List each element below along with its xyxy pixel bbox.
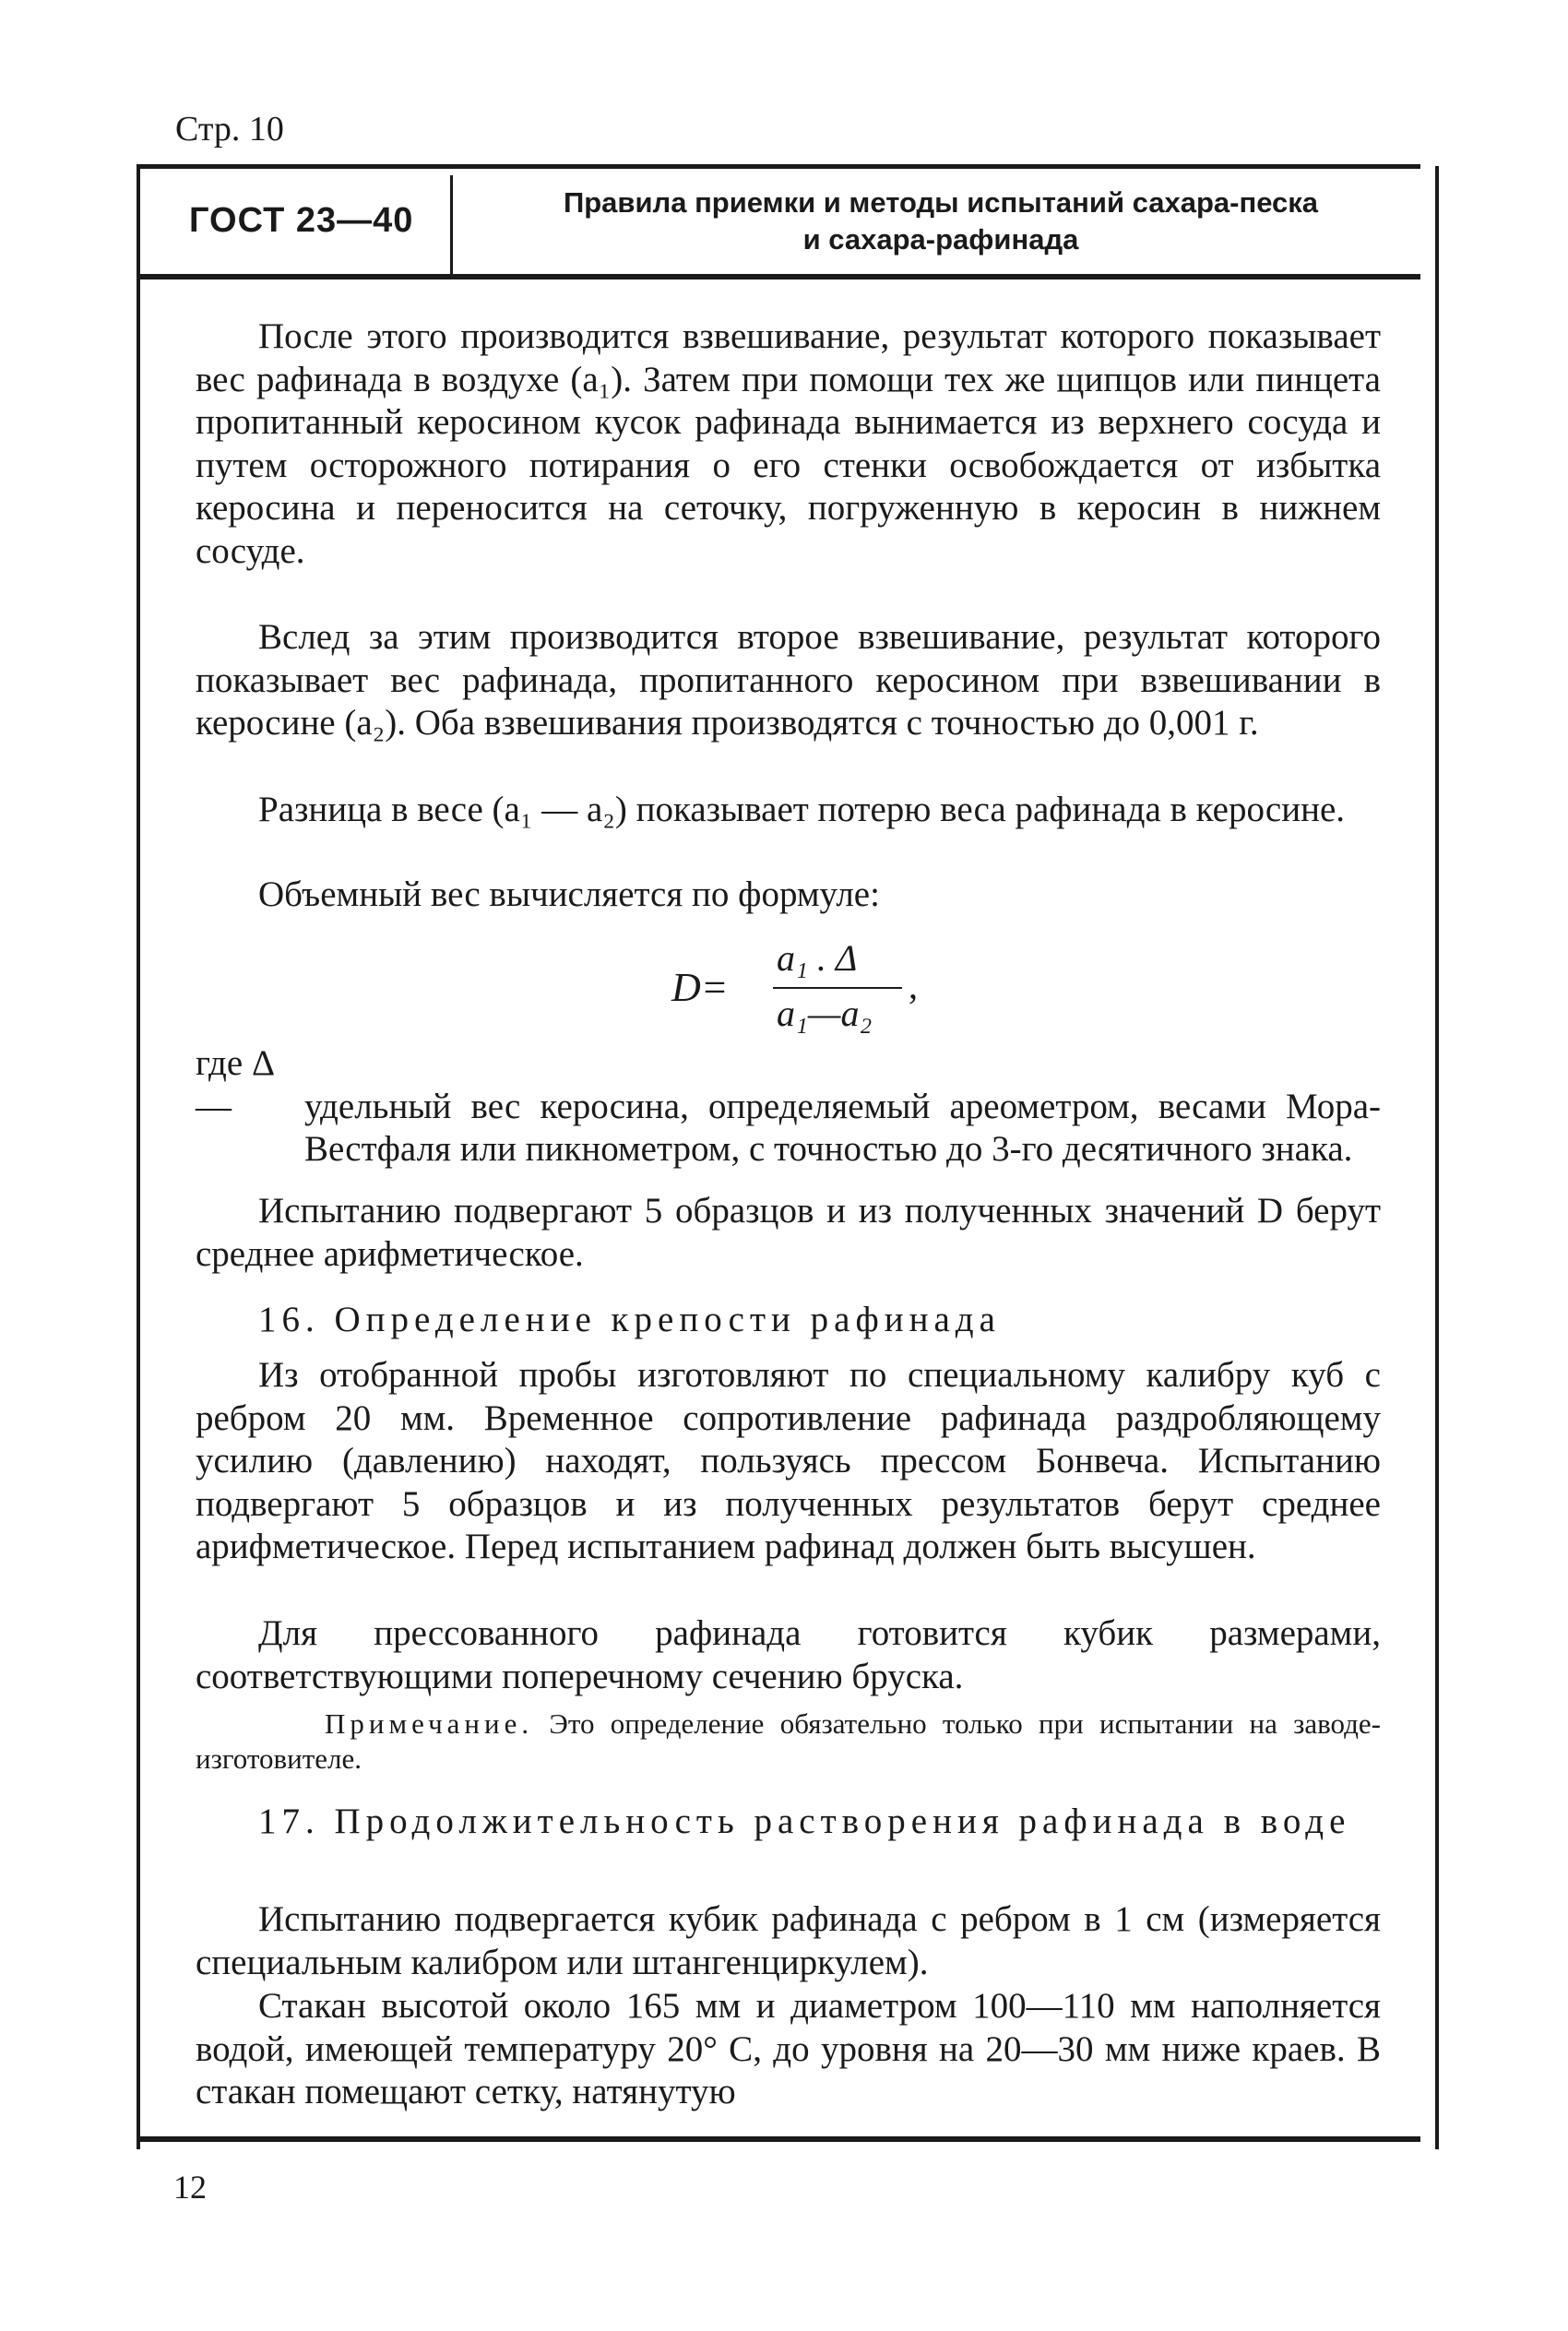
header-title-line-2: и сахара-рафинада bbox=[802, 223, 1079, 256]
formula-fraction-bar bbox=[773, 987, 902, 989]
volume-weight-formula bbox=[0, 936, 1568, 1038]
standard-code: ГОСТ 23—40 bbox=[189, 201, 414, 240]
header-title-line-1: Правила приемки и методы испытаний сахара-песка bbox=[563, 186, 1319, 219]
page-number: 12 bbox=[173, 2169, 207, 2206]
section-16-paragraph-2: Для прессованного рафинада готовится кубик размерами, соответствующими поперечному сечению бруска. bbox=[196, 1613, 1381, 1696]
where-lead: где Δ — bbox=[196, 1043, 273, 1126]
paragraph-formula-intro: Объемный вес вычисляется по формуле: bbox=[258, 874, 880, 914]
bottom-rule bbox=[137, 2136, 1420, 2142]
note-text: Это определение обязательно только при испытании на заводе-изготовителе. bbox=[196, 1707, 1381, 1775]
section-17-paragraph-1: Испытанию подвергается кубик рафинада с ребром в 1 см (измеряется специальным калибром или штангенциркулем). bbox=[196, 1899, 1381, 1982]
where-text: удельный вес керосина, определяемый ареометром, весами Мора-Вестфаля или пикнометром, с точностью до 3-го десятичного знака. bbox=[304, 1086, 1381, 1169]
header-divider bbox=[450, 175, 453, 275]
formula-numerator: a₁ . Δ bbox=[777, 937, 858, 979]
where-clause bbox=[196, 1042, 1381, 1171]
section-16-heading: 16. Определение крепости рафинада bbox=[258, 1300, 1001, 1339]
section-17-heading: 17. Продолжительность растворения рафинада в воде bbox=[258, 1802, 1351, 1841]
formula-comma: , bbox=[909, 965, 918, 1006]
paragraph-second-weighing: Вслед за этим производится второе взвешивание, результат которого показывает вес рафинада, пропитанного керосином при взвешивании в керосине (a₂). Оба взвешивания производятся с точностью до 0,001 г. bbox=[196, 617, 1381, 743]
paragraph-weighing: После этого производится взвешивание, результат которого показывает вес рафинада в воздухе (a₁). Затем при помощи тех же щипцов или пинцета пропитанный керосином кусок рафинада вынимается из верхнего сосуда и путем осторожного потирания о его стенки освобождается от избытка керосина и переносится на сеточку, погруженную в керосин в нижнем сосуде. bbox=[196, 316, 1381, 571]
top-rule bbox=[137, 164, 1420, 169]
page-label: Стр. 10 bbox=[175, 110, 284, 149]
paragraph-samples: Испытанию подвергают 5 образцов и из полученных значений D берут среднее арифметическое. bbox=[196, 1191, 1381, 1274]
formula-lhs: D= bbox=[671, 965, 729, 1010]
note-label: Примечание. bbox=[325, 1707, 534, 1740]
formula-denominator: a₁—a₂ bbox=[777, 993, 873, 1034]
header-title bbox=[461, 184, 1420, 258]
section-16-paragraph-1: Из отобранной пробы изготовляют по специальному калибру куб с ребром 20 мм. Временное сопротивление рафинада раздробляющему усилию (давлению) находят, пользуясь прессом Бонвеча. Испытанию подвергают 5 образцов и из полученных результатов берут среднее арифметическое. Перед испытанием рафинад должен быть высушен. bbox=[196, 1355, 1381, 1566]
section-17-paragraph-2: Стакан высотой около 165 мм и диаметром 100—110 мм наполняется водой, имеющей температуру 20° С, до уровня на 20—30 мм ниже краев. В стакан помещают сетку, натянутую bbox=[196, 1986, 1381, 2111]
paragraph-difference: Разница в весе (a₁ — a₂) показывает потерю веса рафинада в керосине. bbox=[258, 790, 1346, 829]
section-16-note bbox=[196, 1707, 1381, 1777]
header-rule bbox=[137, 274, 1420, 279]
